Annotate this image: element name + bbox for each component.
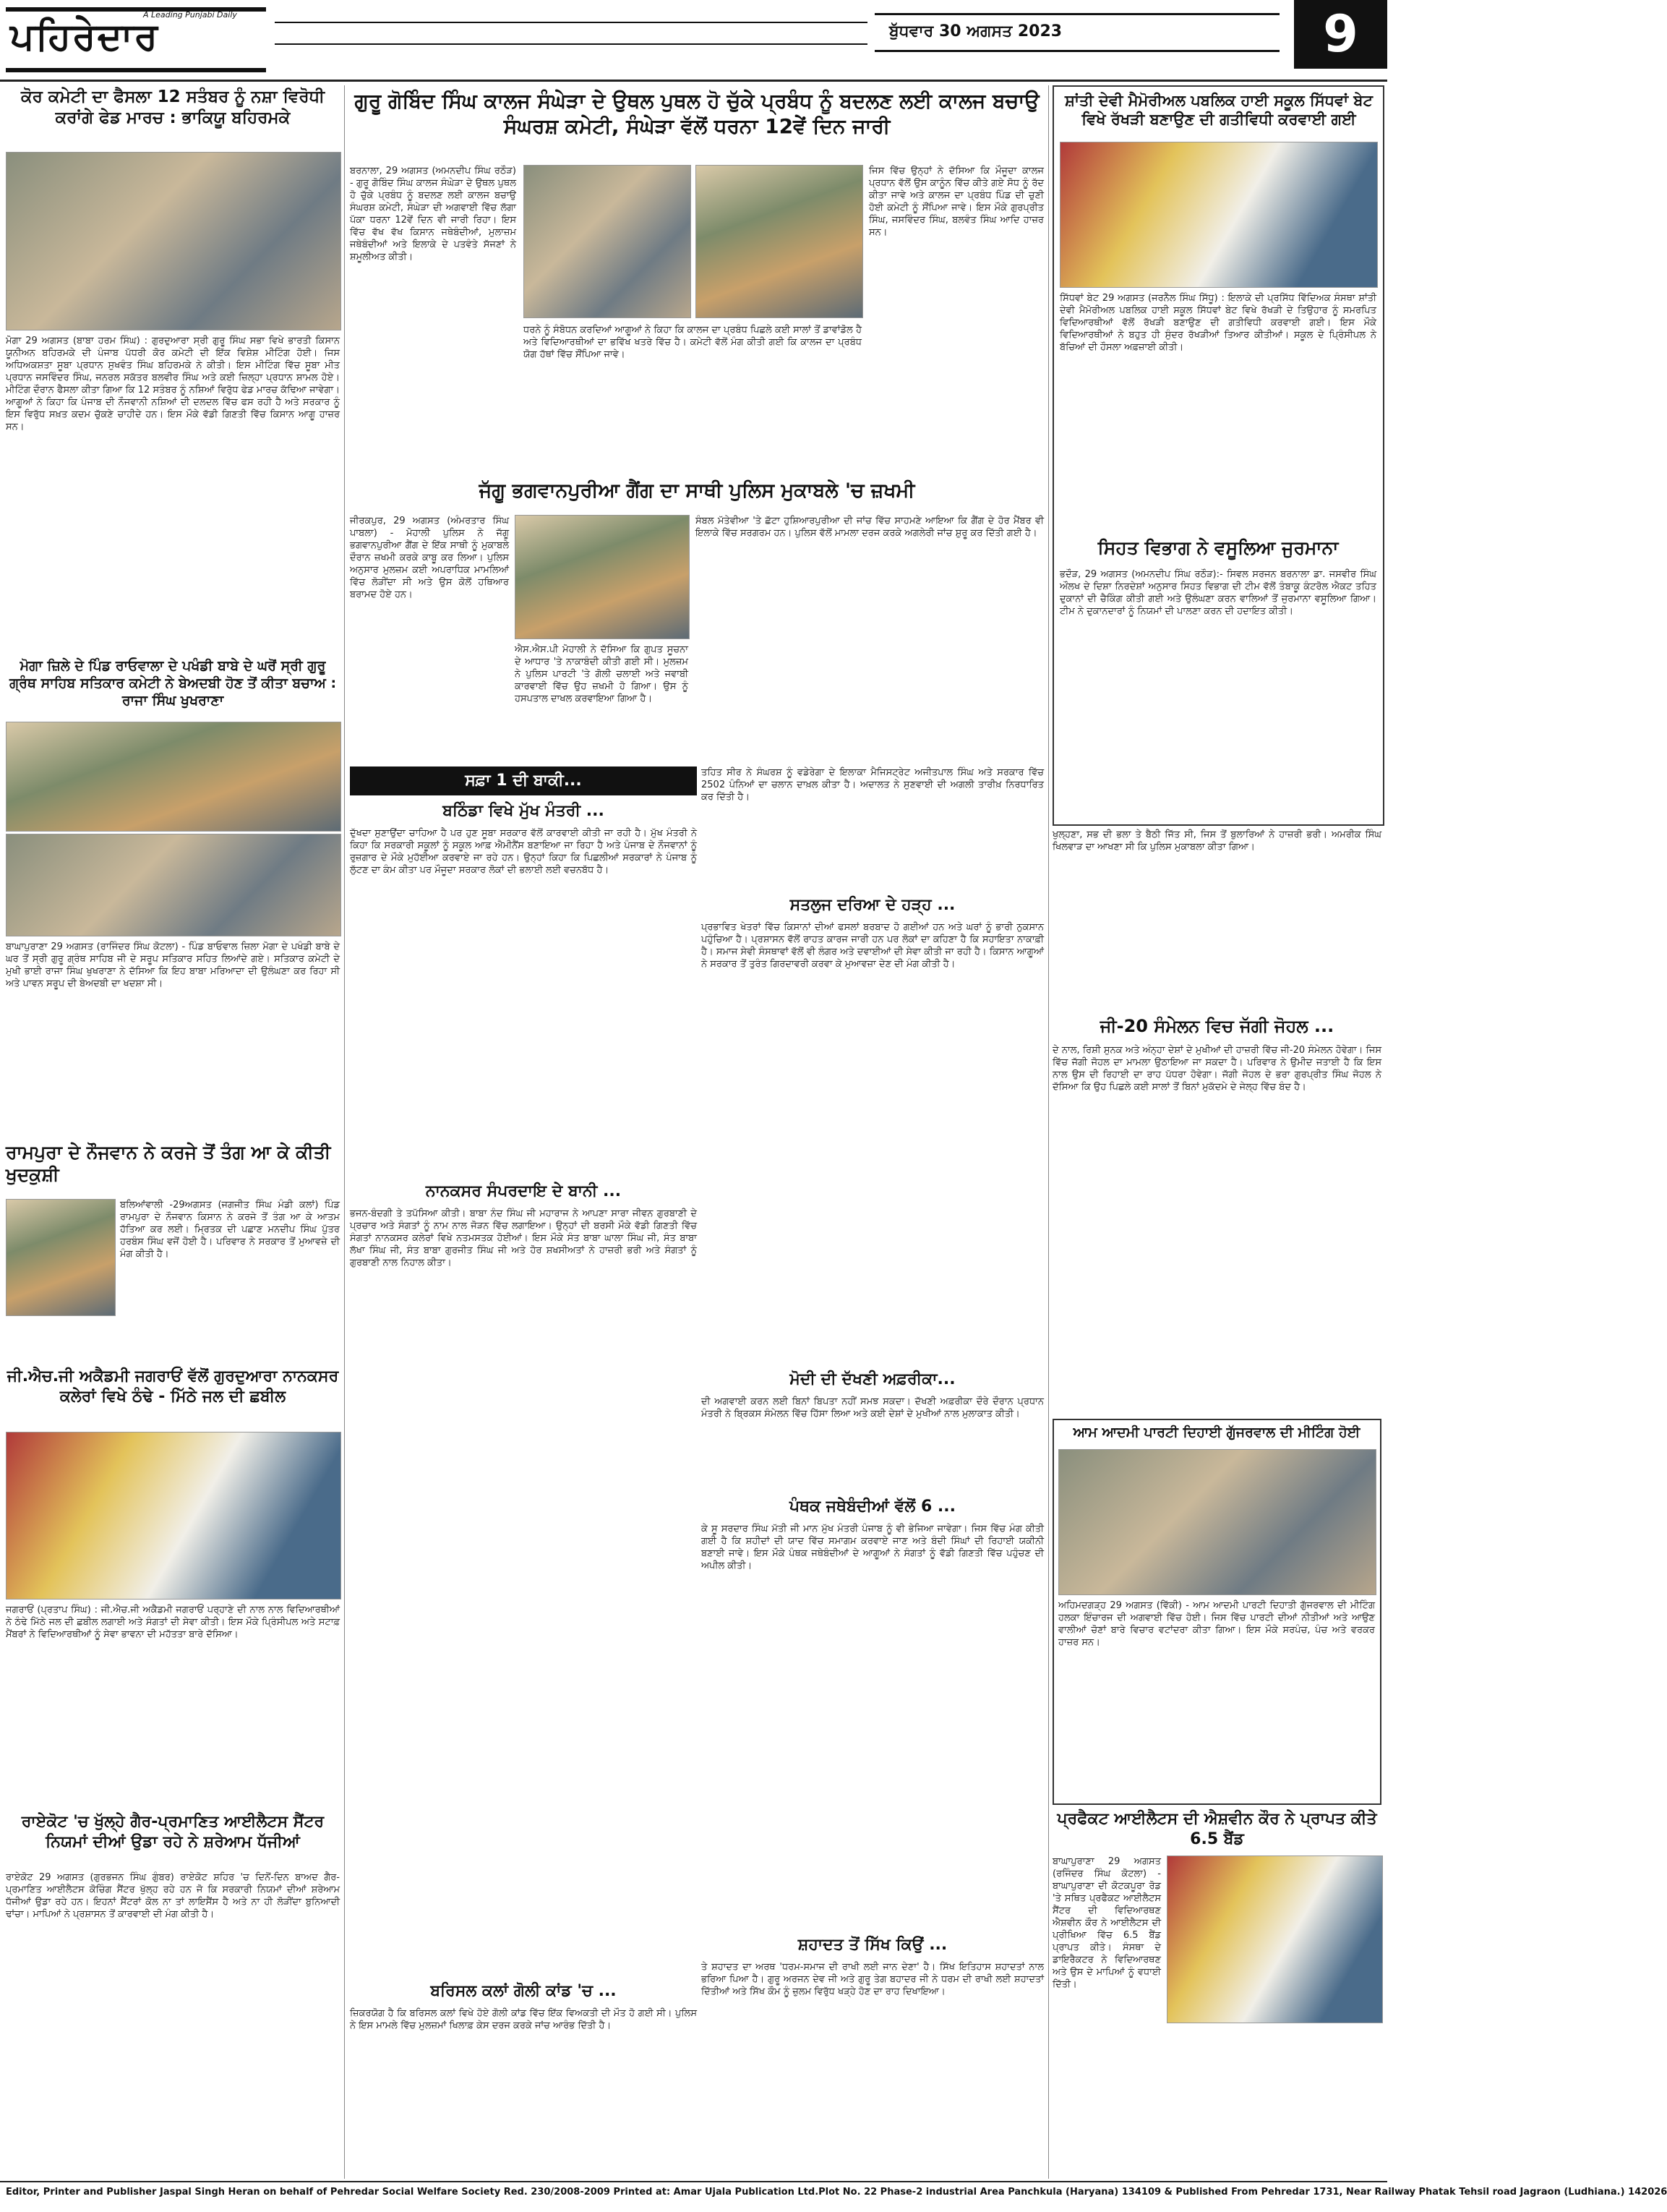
article-satkar-committee: ਬਾਘਾਪੁਰਾਣਾ 29 ਅਗਸਤ (ਰਾਜਿੰਦਰ ਸਿੰਘ ਕੋਟਲਾ) - ਪਿੰਡ ਬਾਓਵਾਲ ਜ਼ਿਲਾ ਮੋਗਾ ਦੇ ਪਖੰਡੀ ਬਾਬੇ ਦੇ ਘਰ ਤੋਂ ਸ੍ਰੀ ਗੁਰੂ ਗ੍ਰੰਥ ਸਾਹਿਬ ਜੀ ਦੇ ਸਰੂਪ ਸਤਿਕਾਰ ਸਹਿਤ ਲਿਆਂਦੇ ਗਏ। ਸਤਿਕਾਰ ਕਮੇਟੀ ਦੇ ਮੁਖੀ ਭਾਈ ਰਾਜਾ ਸਿੰਘ ਖੁਖਰਾਣਾ ਨੇ ਦੱਸਿਆ ਕਿ ਇਹ ਬਾਬਾ ਮਰਿਆਦਾ ਦੀ ਉਲੰਘਣਾ ਕਰ ਰਿਹਾ ਸੀ ਅਤੇ ਪਾਵਨ ਸਰੂਪ ਦੀ ਬੇਅਦਬੀ ਦਾ ਖਦਸ਼ਾ ਸੀ। (6, 941, 340, 989)
photo-deceased-youth (6, 1199, 116, 1316)
headline-satluj-flood: ਸਤਲੁਜ ਦਰਿਆ ਦੇ ਹੜ੍ਹ ... (789, 896, 956, 914)
footer-rule (0, 2181, 1387, 2182)
photo-chhabil (6, 1432, 341, 1600)
article-modi-africa: ਦੀ ਅਗਵਾਈ ਕਰਨ ਲਈ ਬਿਨਾਂ ਬਿਪਤਾ ਨਹੀਂ ਸਮਝ ਸਕਦਾ। ਦੱਖਣੀ ਅਫ਼ਰੀਕਾ ਦੌਰੇ ਦੌਰਾਨ ਪ੍ਰਧਾਨ ਮੰਤਰੀ ਨੇ ਬ੍ਰਿਕਸ ਸੰਮੇਲਨ ਵਿੱਚ ਹਿੱਸਾ ਲਿਆ ਅਤੇ ਕਈ ਦੇਸ਼ਾਂ ਦੇ ਮੁਖੀਆਂ ਨਾਲ ਮੁਲਾਕਾਤ ਕੀਤੀ। (701, 1396, 1044, 1419)
article-rampura-suicide: ਬਲਿਆਂਵਾਲੀ -29ਅਗਸਤ (ਜਗਜੀਤ ਸਿੰਘ ਮੰਡੀ ਕਲਾਂ) ਪਿੰਡ ਰਾਮਪੁਰਾ ਦੇ ਨੌਜਵਾਨ ਕਿਸਾਨ ਨੇ ਕਰਜੇ ਤੋਂ ਤੰਗ ਆ ਕੇ ਆਤਮ ਹੱਤਿਆ ਕਰ ਲਈ। ਮ੍ਰਿਤਕ ਦੀ ਪਛਾਣ ਮਨਦੀਪ ਸਿੰਘ ਪੁੱਤਰ ਹਰਬੰਸ ਸਿੰਘ ਵਜੋਂ ਹੋਈ ਹੈ। ਪਰਿਵਾਰ ਨੇ ਸਰਕਾਰ ਤੋਂ ਮੁਆਵਜ਼ੇ ਦੀ ਮੰਗ ਕੀਤੀ ਹੈ। (120, 1200, 340, 1260)
article-gang-3: ਸੰਬਲ ਮੱਤੇਵੀਆ 'ਤੇ ਛੱਟਾ ਹੁਸ਼ਿਆਰਪੁਰੀਆ ਦੀ ਜਾਂਚ ਵਿੱਚ ਸਾਹਮਣੇ ਆਇਆ ਕਿ ਗੈਂਗ ਦੇ ਹੋਰ ਮੈਂਬਰ ਵੀ ਇਲਾਕੇ ਵਿੱਚ ਸਰਗਰਮ ਹਨ। ਪੁਲਿਸ ਵੱਲੋਂ ਮਾਮਲਾ ਦਰਜ ਕਰਕੇ ਅਗਲੇਰੀ ਜਾਂਚ ਸ਼ੁਰੂ ਕਰ ਦਿੱਤੀ ਗਈ ਹੈ। (695, 516, 1044, 539)
gang-story (350, 479, 1044, 762)
photo-rakhi-students (1060, 142, 1378, 288)
mid-right-column (701, 766, 1044, 2177)
photo-encounter (515, 515, 690, 639)
article-core-committee: ਮੋਗਾ 29 ਅਗਸਤ (ਬਾਬਾ ਹਰਮ ਸਿੰਘ) : ਗੁਰਦੁਆਰਾ ਸ੍ਰੀ ਗੁਰੂ ਸਿੰਘ ਸਭਾ ਵਿਖੇ ਭਾਰਤੀ ਕਿਸਾਨ ਯੂਨੀਅਨ ਬਹਿਰਮਕੇ ਦੀ ਪੰਜਾਬ ਪੱਧਰੀ ਕੋਰ ਕਮੇਟੀ ਦੀ ਇੱਕ ਵਿਸ਼ੇਸ਼ ਮੀਟਿੰਗ ਹੋਈ। ਜਿਸ ਅਧਿਅਕਸ਼ਤਾ ਸੂਬਾ ਪ੍ਰਧਾਨ ਸੁਖਵੰਤ ਸਿੰਘ ਬਹਿਰਮਕੇ ਨੇ ਕੀਤੀ। ਇਸ ਮੀਟਿੰਗ ਵਿੱਚ ਸੂਬਾ ਮੀਤ ਪ੍ਰਧਾਨ ਜਸਵਿੰਦਰ ਸਿੰਘ, ਜਨਰਲ ਸਕੱਤਰ ਬਲਵੀਰ ਸਿੰਘ ਅਤੇ ਕਈ ਜ਼ਿਲ੍ਹਾ ਪ੍ਰਧਾਨ ਸ਼ਾਮਲ ਹੋਏ। ਮੀਟਿੰਗ ਦੌਰਾਨ ਫੈਸਲਾ ਕੀਤਾ ਗਿਆ ਕਿ 12 ਸਤੰਬਰ ਨੂੰ ਨਸ਼ਿਆਂ ਵਿਰੁੱਧ ਫੇਡ ਮਾਰਚ ਕੱਢਿਆ ਜਾਵੇਗਾ। ਆਗੂਆਂ ਨੇ ਕਿਹਾ ਕਿ ਪੰਜਾਬ ਦੀ ਨੌਜਵਾਨੀ ਨਸ਼ਿਆਂ ਦੀ ਦਲਦਲ ਵਿੱਚ ਫਸ ਰਹੀ ਹੈ ਅਤੇ ਸਰਕਾਰ ਨੂੰ ਇਸ ਵਿਰੁੱਧ ਸਖ਼ਤ ਕਦਮ ਚੁੱਕਣੇ ਚਾਹੀਦੇ ਹਨ। ਇਸ ਮੌਕੇ ਵੱਡੀ ਗਿਣਤੀ ਵਿੱਚ ਕਿਸਾਨ ਆਗੂ ਹਾਜ਼ਰ ਸਨ। (6, 336, 340, 432)
masthead-rule (0, 80, 1387, 82)
date-label: ਬੁੱਧਵਾਰ 30 ਅਗਸਤ 2023 (889, 22, 1063, 40)
article-rakhi-activity: ਸਿੱਧਵਾਂ ਬੇਟ 29 ਅਗਸਤ (ਜਰਨੈਲ ਸਿੰਘ ਸਿੱਧੂ) : ਇਲਾਕੇ ਦੀ ਪ੍ਰਸਿੱਧ ਵਿੱਦਿਅਕ ਸੰਸਥਾ ਸ਼ਾਂਤੀ ਦੇਵੀ ਮੈਮੋਰੀਅਲ ਪਬਲਿਕ ਹਾਈ ਸਕੂਲ ਸਿੱਧਵਾਂ ਬੇਟ ਵਿਖੇ ਰੱਖੜੀ ਦੇ ਤਿਉਹਾਰ ਨੂੰ ਸਮਰਪਿਤ ਵਿਦਿਆਰਥੀਆਂ ਵੱਲੋਂ ਰੱਖੜੀ ਬਣਾਉਣ ਦੀ ਗਤੀਵਿਧੀ ਕਰਵਾਈ ਗਈ। ਇਸ ਮੌਕੇ ਵਿਦਿਆਰਥੀਆਂ ਨੇ ਬਹੁਤ ਹੀ ਸੁੰਦਰ ਰੱਖੜੀਆਂ ਤਿਆਰ ਕੀਤੀਆਂ। ਸਕੂਲ ਦੇ ਪ੍ਰਿੰਸੀਪਲ ਨੇ ਬੱਚਿਆਂ ਦੀ ਹੌਸਲਾ ਅਫ਼ਜ਼ਾਈ ਕੀਤੀ। (1060, 293, 1376, 353)
headline-panthak: ਪੰਥਕ ਜਥੇਬੰਦੀਆਂ ਵੱਲੋਂ 6 ... (789, 1498, 956, 1516)
article-ghg-academy: ਜਗਰਾਓਂ (ਪ੍ਰਤਾਪ ਸਿੰਘ) : ਜੀ.ਐਚ.ਜੀ ਅਕੈਡਮੀ ਜਗਰਾਓਂ ਪਰ੍ਹਾਣੇ ਦੀ ਨਾਲ ਨਾਲ ਵਿਦਿਆਰਥੀਆਂ ਨੇ ਠੰਢੇ ਮਿੱਠੇ ਜਲ ਦੀ ਛਬੀਲ ਲਗਾਈ ਅਤੇ ਸੰਗਤਾਂ ਦੀ ਸੇਵਾ ਕੀਤੀ। ਇਸ ਮੌਕੇ ਪ੍ਰਿੰਸੀਪਲ ਅਤੇ ਸਟਾਫ਼ ਮੈਂਬਰਾਂ ਨੇ ਵਿਦਿਆਰਥੀਆਂ ਨੂੰ ਸੇਵਾ ਭਾਵਨਾ ਦੀ ਮਹੱਤਤਾ ਬਾਰੇ ਦੱਸਿਆ। (6, 1605, 340, 1640)
headline-raikot-ielts: ਰਾਏਕੋਟ 'ਚ ਖੁੱਲ੍ਹੇ ਗੈਰ-ਪ੍ਰਮਾਣਿਤ ਆਈਲੈਟਸ ਸੈਂਟਰ ਨਿਯਮਾਂ ਦੀਆਂ ਉਡਾ ਰਹੇ ਨੇ ਸ਼ਰੇਆਮ ਧੱਜੀਆਂ (21, 1813, 325, 1851)
headline-perfect-ielts: ਪ੍ਰਫੈਕਟ ਆਈਲੈਟਸ ਦੀ ਐਸ਼ਵੀਨ ਕੌਰ ਨੇ ਪ੍ਰਾਪਤ ਕੀਤੇ 6.5 ਬੈਂਡ (1057, 1810, 1377, 1848)
article-g20-top: ਖੁਲ੍ਹਣਾ, ਸਭ ਦੀ ਭਲਾ ਤੇ ਬੈਠੀ ਜਿੱਤ ਸੀ, ਜਿਸ ਤੋਂ ਬੁਲਾਰਿਆਂ ਨੇ ਹਾਜ਼ਰੀ ਭਰੀ। ਅਮਰੀਕ ਸਿੰਘ ਖਿਲਵਾੜ ਦਾ ਆਖਣਾ ਸੀ ਕਿ ਪੁਲਿਸ ਮੁਕਾਬਲਾ ਕੀਤਾ ਗਿਆ। (1053, 829, 1381, 853)
headline-rampura-suicide: ਰਾਮਪੁਰਾ ਦੇ ਨੌਜਵਾਨ ਨੇ ਕਰਜੇ ਤੋਂ ਤੰਗ ਆ ਕੇ ਕੀਤੀ ਖੁਦਕੁਸ਼ੀ (6, 1142, 331, 1186)
article-aap-meeting: ਅਹਿਮਦਗੜ੍ਹ 29 ਅਗਸਤ (ਵਿੱਕੀ) - ਆਮ ਆਦਮੀ ਪਾਰਟੀ ਦਿਹਾਤੀ ਗੁੱਜਰਵਾਲ ਦੀ ਮੀਟਿੰਗ ਹਲਕਾ ਇੰਚਾਰਜ ਦੀ ਅਗਵਾਈ ਵਿੱਚ ਹੋਈ। ਜਿਸ ਵਿੱਚ ਪਾਰਟੀ ਦੀਆਂ ਨੀਤੀਆਂ ਅਤੇ ਆਉਣ ਵਾਲੀਆਂ ਚੋਣਾਂ ਬਾਰੇ ਵਿਚਾਰ ਵਟਾਂਦਰਾ ਕੀਤਾ ਗਿਆ। ਇਸ ਮੌਕੇ ਸਰਪੰਚ, ਪੰਚ ਅਤੇ ਵਰਕਰ ਹਾਜ਼ਰ ਸਨ। (1058, 1600, 1375, 1648)
article-g20-jaggi: ਦੇ ਨਾਲ, ਰਿਸ਼ੀ ਸੁਨਕ ਅਤੇ ਅੰਨ੍ਹਾ ਦੇਸ਼ਾਂ ਦੇ ਮੁਖੀਆਂ ਦੀ ਹਾਜ਼ਰੀ ਵਿੱਚ ਜੀ-20 ਸੰਮੇਲਨ ਹੋਵੇਗਾ। ਜਿਸ ਵਿੱਚ ਜੱਗੀ ਜੋਹਲ ਦਾ ਮਾਮਲਾ ਉਠਾਇਆ ਜਾ ਸਕਦਾ ਹੈ। ਪਰਿਵਾਰ ਨੇ ਉਮੀਦ ਜਤਾਈ ਹੈ ਕਿ ਇਸ ਨਾਲ ਉਸ ਦੀ ਰਿਹਾਈ ਦਾ ਰਾਹ ਪੱਧਰਾ ਹੋਵੇਗਾ। ਜੱਗੀ ਜੋਹਲ ਦੇ ਭਰਾ ਗੁਰਪ੍ਰੀਤ ਸਿੰਘ ਜੋਹਲ ਨੇ ਦੱਸਿਆ ਕਿ ਉਹ ਪਿਛਲੇ ਕਈ ਸਾਲਾਂ ਤੋਂ ਬਿਨਾਂ ਮੁਕੱਦਮੇ ਦੇ ਜੇਲ੍ਹ ਵਿੱਚ ਬੰਦ ਹੈ। (1053, 1045, 1381, 1093)
headline-gang-encounter: ਜੱਗੂ ਭਗਵਾਨਪੁਰੀਆ ਗੈਂਗ ਦਾ ਸਾਥੀ ਪੁਲਿਸ ਮੁਕਾਬਲੇ 'ਚ ਜ਼ਖਮੀ (479, 479, 915, 502)
left-column (6, 85, 340, 2179)
article-shahadat: ਤੇ ਸ਼ਹਾਦਤ ਦਾ ਅਰਥ 'ਧਰਮ-ਸਮਾਜ ਦੀ ਰਾਖੀ ਲਈ ਜਾਨ ਦੇਣਾ' ਹੈ। ਸਿੱਖ ਇਤਿਹਾਸ ਸ਼ਹਾਦਤਾਂ ਨਾਲ ਭਰਿਆ ਪਿਆ ਹੈ। ਗੁਰੂ ਅਰਜਨ ਦੇਵ ਜੀ ਅਤੇ ਗੁਰੂ ਤੇਗ ਬਹਾਦਰ ਜੀ ਨੇ ਧਰਮ ਦੀ ਰਾਖੀ ਲਈ ਸ਼ਹਾਦਤਾਂ ਦਿੱਤੀਆਂ ਅਤੇ ਸਿੱਖ ਕੌਮ ਨੂੰ ਜ਼ੁਲਮ ਵਿਰੁੱਧ ਖੜ੍ਹੇ ਹੋਣ ਦਾ ਰਾਹ ਦਿਖਾਇਆ। (701, 1962, 1044, 1997)
continued-bar: ਸਫ਼ਾ 1 ਦੀ ਬਾਕੀ... (350, 766, 697, 795)
article-gang-1: ਜੀਰਕਪੁਰ, 29 ਅਗਸਤ (ਅੰਮਰਤਾਰ ਸਿੰਘ ਪਾਬਲਾ) - ਮੋਹਾਲੀ ਪੁਲਿਸ ਨੇ ਜੱਗੂ ਭਗਵਾਨਪੁਰੀਆ ਗੈਂਗ ਦੇ ਇੱਕ ਸਾਥੀ ਨੂੰ ਮੁਕਾਬਲੇ ਦੌਰਾਨ ਜ਼ਖਮੀ ਕਰਕੇ ਕਾਬੂ ਕਰ ਲਿਆ। ਪੁਲਿਸ ਅਨੁਸਾਰ ਮੁਲਜ਼ਮ ਕਈ ਅਪਰਾਧਿਕ ਮਾਮਲਿਆਂ ਵਿੱਚ ਲੋੜੀਂਦਾ ਸੀ ਅਤੇ ਉਸ ਕੋਲੋਂ ਹਥਿਆਰ ਬਰਾਮਦ ਹੋਏ ਹਨ। (350, 516, 509, 600)
photo-kisan-meeting (6, 152, 341, 330)
brand-name: ਪਹਿਰੇਦਾਰ (10, 14, 159, 59)
article-nanaksar: ਭਜਨ-ਬੰਦਗੀ ਤੇ ਤਪੱਸਿਆ ਕੀਤੀ। ਬਾਬਾ ਨੰਦ ਸਿੰਘ ਜੀ ਮਹਾਰਾਜ ਨੇ ਆਪਣਾ ਸਾਰਾ ਜੀਵਨ ਗੁਰਬਾਣੀ ਦੇ ਪ੍ਰਚਾਰ ਅਤੇ ਸੰਗਤਾਂ ਨੂੰ ਨਾਮ ਨਾਲ ਜੋੜਨ ਵਿੱਚ ਲਗਾਇਆ। ਉਨ੍ਹਾਂ ਦੀ ਬਰਸੀ ਮੌਕੇ ਵੱਡੀ ਗਿਣਤੀ ਵਿੱਚ ਸੰਗਤਾਂ ਨਾਨਕਸਰ ਕਲੇਰਾਂ ਵਿਖੇ ਨਤਮਸਤਕ ਹੋਈਆਂ। ਇਸ ਮੌਕੇ ਸੰਤ ਬਾਬਾ ਘਾਲਾ ਸਿੰਘ ਜੀ, ਸੰਤ ਬਾਬਾ ਲੱਖਾ ਸਿੰਘ ਜੀ, ਸੰਤ ਬਾਬਾ ਗੁਰਜੀਤ ਸਿੰਘ ਜੀ ਅਤੇ ਹੋਰ ਸ਼ਖਸੀਅਤਾਂ ਨੇ ਹਾਜ਼ਰੀ ਭਰੀ ਅਤੇ ਸੰਗਤਾਂ ਨੂੰ ਗੁਰਬਾਣੀ ਨਾਲ ਨਿਹਾਲ ਕੀਤਾ। (350, 1208, 697, 1268)
aap-meeting-box (1053, 1419, 1381, 1805)
headline-ghg-academy: ਜੀ.ਐਚ.ਜੀ ਅਕੈਡਮੀ ਜਗਰਾਓਂ ਵੱਲੋਂ ਗੁਰਦੁਆਰਾ ਨਾਨਕਸਰ ਕਲੇਰਾਂ ਵਿਖੇ ਠੰਢੇ - ਮਿੱਠੇ ਜਲ ਦੀ ਛਬੀਲ (7, 1367, 339, 1406)
photo-dharna-2 (695, 165, 863, 318)
continued-section (350, 766, 697, 2177)
masthead-center-band (275, 22, 867, 45)
lead-story (350, 85, 1044, 476)
photo-aap-meeting (1058, 1449, 1376, 1595)
article-raikot-ielts: ਰਾਏਕੋਟ 29 ਅਗਸਤ (ਗੁਰਭਜਨ ਸਿੰਘ ਗੁੰਬਰ) ਰਾਏਕੋਟ ਸ਼ਹਿਰ 'ਚ ਦਿਨੋਂ-ਦਿਨ ਬਾਅਦ ਗੈਰ-ਪ੍ਰਮਾਣਿਤ ਆਈਲੈਟਸ ਕੋਚਿੰਗ ਸੈਂਟਰ ਖੁੱਲ੍ਹ ਰਹੇ ਹਨ ਜੋ ਕਿ ਸਰਕਾਰੀ ਨਿਯਮਾਂ ਦੀਆਂ ਸ਼ਰੇਆਮ ਧੱਜੀਆਂ ਉਡਾ ਰਹੇ ਹਨ। ਇਹਨਾਂ ਸੈਂਟਰਾਂ ਕੋਲ ਨਾ ਤਾਂ ਲਾਇਸੈਂਸ ਹੈ ਅਤੇ ਨਾ ਹੀ ਲੋੜੀਂਦਾ ਬੁਨਿਆਦੀ ਢਾਂਚਾ। ਮਾਪਿਆਂ ਨੇ ਪ੍ਰਸ਼ਾਸਨ ਤੋਂ ਕਾਰਵਾਈ ਦੀ ਮੰਗ ਕੀਤੀ ਹੈ। (6, 1872, 340, 1920)
photo-satkar-committee-2 (6, 834, 341, 936)
headline-nanaksar: ਨਾਨਕਸਰ ਸੰਪਰਦਾਇ ਦੇ ਬਾਨੀ ... (425, 1182, 622, 1200)
article-college-dharna-3: ਜਿਸ ਵਿੱਚ ਉਨ੍ਹਾਂ ਨੇ ਦੱਸਿਆ ਕਿ ਮੌਜੂਦਾ ਕਾਲਜ ਪ੍ਰਧਾਨ ਵੱਲੋਂ ਉਸ ਕਾਨੂੰਨ ਵਿੱਚ ਕੀਤੇ ਗਏ ਸੋਧ ਨੂੰ ਰੱਦ ਕੀਤਾ ਜਾਵੇ ਅਤੇ ਕਾਲਜ ਦਾ ਪ੍ਰਬੰਧ ਪਿੰਡ ਦੀ ਚੁਣੀ ਹੋਈ ਕਮੇਟੀ ਨੂੰ ਸੌਂਪਿਆ ਜਾਵੇ। ਇਸ ਮੌਕੇ ਗੁਰਪ੍ਰੀਤ ਸਿੰਘ, ਜਸਵਿੰਦਰ ਸਿੰਘ, ਬਲਵੰਤ ਸਿੰਘ ਆਦਿ ਹਾਜ਼ਰ ਸਨ। (869, 166, 1044, 238)
article-satluj-flood: ਪ੍ਰਭਾਵਿਤ ਖੇਤਰਾਂ ਵਿੱਚ ਕਿਸਾਨਾਂ ਦੀਆਂ ਫਸਲਾਂ ਬਰਬਾਦ ਹੋ ਗਈਆਂ ਹਨ ਅਤੇ ਘਰਾਂ ਨੂੰ ਭਾਰੀ ਨੁਕਸਾਨ ਪਹੁੰਚਿਆ ਹੈ। ਪ੍ਰਸ਼ਾਸਨ ਵੱਲੋਂ ਰਾਹਤ ਕਾਰਜ ਜਾਰੀ ਹਨ ਪਰ ਲੋਕਾਂ ਦਾ ਕਹਿਣਾ ਹੈ ਕਿ ਸਹਾਇਤਾ ਨਾਕਾਫ਼ੀ ਹੈ। ਸਮਾਜ ਸੇਵੀ ਸੰਸਥਾਵਾਂ ਵੱਲੋਂ ਵੀ ਲੰਗਰ ਅਤੇ ਦਵਾਈਆਂ ਦੀ ਸੇਵਾ ਕੀਤੀ ਜਾ ਰਹੀ ਹੈ। ਕਿਸਾਨ ਆਗੂਆਂ ਨੇ ਸਰਕਾਰ ਤੋਂ ਤੁਰੰਤ ਗਿਰਦਾਵਰੀ ਕਰਵਾ ਕੇ ਮੁਆਵਜ਼ਾ ਦੇਣ ਦੀ ਮੰਗ ਕੀਤੀ ਹੈ। (701, 922, 1044, 970)
brand-tagline: A Leading Punjabi Daily (143, 10, 237, 20)
headline-modi-africa: ਮੋਦੀ ਦੀ ਦੱਖਣੀ ਅਫ਼ਰੀਕਾ... (789, 1370, 956, 1388)
col-divider-2 (1048, 85, 1049, 2179)
headline-aap-meeting: ਆਮ ਆਦਮੀ ਪਾਰਟੀ ਦਿਹਾਈ ਗੁੱਜਰਵਾਲ ਦੀ ਮੀਟਿੰਗ ਹੋਈ (1073, 1425, 1360, 1440)
article-college-dharna-1: ਬਰਨਾਲਾ, 29 ਅਗਸਤ (ਅਮਨਦੀਪ ਸਿੰਘ ਰਠੌੜ) - ਗੁਰੂ ਗੋਬਿੰਦ ਸਿੰਘ ਕਾਲਜ ਸੰਘੇੜਾ ਦੇ ਉਥਲ ਪੁਥਲ ਹੋ ਚੁੱਕੇ ਪ੍ਰਬੰਧ ਨੂੰ ਬਦਲਣ ਲਈ ਕਾਲਜ ਬਚਾਉ ਸੰਘਰਸ਼ ਕਮੇਟੀ, ਸੰਘੇੜਾ ਦੀ ਅਗਵਾਈ ਵਿੱਚ ਲੱਗਾ ਪੱਕਾ ਧਰਨਾ 12ਵੇਂ ਦਿਨ ਵੀ ਜਾਰੀ ਰਿਹਾ। ਇਸ ਵਿੱਚ ਵੱਖ ਵੱਖ ਕਿਸਾਨ ਜਥੇਬੰਦੀਆਂ, ਮੁਲਾਜ਼ਮ ਜਥੇਬੰਦੀਆਂ ਅਤੇ ਇਲਾਕੇ ਦੇ ਪਤਵੰਤੇ ਸੱਜਣਾਂ ਨੇ ਸ਼ਮੂਲੀਅਤ ਕੀਤੀ। (350, 166, 516, 262)
headline-g20-jaggi: ਜੀ-20 ਸੰਮੇਲਨ ਵਿਚ ਜੱਗੀ ਜੋਹਲ ... (1100, 1016, 1334, 1036)
headline-college-dharna: ਗੁਰੂ ਗੋਬਿੰਦ ਸਿੰਘ ਕਾਲਜ ਸੰਘੇੜਾ ਦੇ ਉਥਲ ਪੁਥਲ ਹੋ ਚੁੱਕੇ ਪ੍ਰਬੰਧ ਨੂੰ ਬਦਲਣ ਲਈ ਕਾਲਜ ਬਚਾਉ ਸੰਘਰਸ਼ ਕਮੇਟੀ, ਸੰਘੇੜਾ ਵੱਲੋਂ ਧਰਨਾ 12ਵੇਂ ਦਿਨ ਜਾਰੀ (354, 89, 1040, 138)
headline-barisal-kalan: ਬਰਿਸਲ ਕਲਾਂ ਗੋਲੀ ਕਾਂਡ 'ਚ ... (430, 1982, 617, 2000)
col-divider-1 (344, 85, 345, 2179)
article-gang-2: ਐਸ.ਐਸ.ਪੀ ਮੋਹਾਲੀ ਨੇ ਦੱਸਿਆ ਕਿ ਗੁਪਤ ਸੂਚਨਾ ਦੇ ਆਧਾਰ 'ਤੇ ਨਾਕਾਬੰਦੀ ਕੀਤੀ ਗਈ ਸੀ। ਮੁਲਜ਼ਮ ਨੇ ਪੁਲਿਸ ਪਾਰਟੀ 'ਤੇ ਗੋਲੀ ਚਲਾਈ ਅਤੇ ਜਵਾਬੀ ਕਾਰਵਾਈ ਵਿੱਚ ਉਹ ਜ਼ਖਮੀ ਹੋ ਗਿਆ। ਉਸ ਨੂੰ ਹਸਪਤਾਲ ਦਾਖਲ ਕਰਵਾਇਆ ਗਿਆ ਹੈ। (515, 644, 688, 704)
headline-bathinda-cm: ਬਠਿੰਡਾ ਵਿਖੇ ਮੁੱਖ ਮੰਤਰੀ ... (442, 802, 604, 820)
page-number: 9 (1294, 0, 1387, 69)
article-perfect-ielts: ਬਾਘਾਪੁਰਾਣਾ 29 ਅਗਸਤ (ਰਜਿੰਦਰ ਸਿੰਘ ਕੋਟਲਾ) - ਬਾਘਾਪੁਰਾਣਾ ਦੀ ਕੋਟਕਪੂਰਾ ਰੋਡ 'ਤੇ ਸਥਿਤ ਪ੍ਰਫੈਕਟ ਆਈਲੈਟਸ ਸੈਂਟਰ ਦੀ ਵਿਦਿਆਰਥਣ ਐਸ਼ਵੀਨ ਕੌਰ ਨੇ ਆਈਲੈਟਸ ਦੀ ਪ੍ਰੀਖਿਆ ਵਿੱਚ 6.5 ਬੈਂਡ ਪ੍ਰਾਪਤ ਕੀਤੇ। ਸੰਸਥਾ ਦੇ ਡਾਇਰੈਕਟਰ ਨੇ ਵਿਦਿਆਰਥਣ ਅਤੇ ਉਸ ਦੇ ਮਾਪਿਆਂ ਨੂੰ ਵਧਾਈ ਦਿੱਤੀ। (1053, 1856, 1161, 1990)
headline-satkar-committee: ਮੋਗਾ ਜ਼ਿਲੇ ਦੇ ਪਿੰਡ ਰਾਓਵਾਲਾ ਦੇ ਪਖੰਡੀ ਬਾਬੇ ਦੇ ਘਰੋਂ ਸ੍ਰੀ ਗੁਰੂ ਗ੍ਰੰਥ ਸਾਹਿਬ ਸਤਿਕਾਰ ਕਮੇਟੀ ਨੇ ਬੇਅਦਬੀ ਹੋਣ ਤੋਂ ਕੀਤਾ ਬਚਾਅ : ਰਾਜਾ ਸਿੰਘ ਖੁਖਰਾਣਾ (9, 658, 337, 709)
article-health-fine: ਭਦੌੜ, 29 ਅਗਸਤ (ਅਮਨਦੀਪ ਸਿੰਘ ਰਠੌੜ):- ਸਿਵਲ ਸਰਜਨ ਬਰਨਾਲਾ ਡਾ. ਜਸਵੀਰ ਸਿੰਘ ਔਲਖ ਦੇ ਦਿਸ਼ਾ ਨਿਰਦੇਸ਼ਾਂ ਅਨੁਸਾਰ ਸਿਹਤ ਵਿਭਾਗ ਦੀ ਟੀਮ ਵੱਲੋਂ ਤੰਬਾਕੂ ਕੰਟਰੋਲ ਐਕਟ ਤਹਿਤ ਦੁਕਾਨਾਂ ਦੀ ਚੈਕਿੰਗ ਕੀਤੀ ਗਈ ਅਤੇ ਉਲੰਘਣਾ ਕਰਨ ਵਾਲਿਆਂ ਤੋਂ ਜੁਰਮਾਨਾ ਵਸੂਲਿਆ ਗਿਆ। ਟੀਮ ਨੇ ਦੁਕਾਨਦਾਰਾਂ ਨੂੰ ਨਿਯਮਾਂ ਦੀ ਪਾਲਣਾ ਕਰਨ ਦੀ ਹਦਾਇਤ ਕੀਤੀ। (1060, 569, 1376, 617)
headline-rakhi-activity: ਸ਼ਾਂਤੀ ਦੇਵੀ ਮੈਮੋਰੀਅਲ ਪਬਲਿਕ ਹਾਈ ਸਕੂਲ ਸਿੱਧਵਾਂ ਬੇਟ ਵਿਖੇ ਰੱਖੜੀ ਬਣਾਉਣ ਦੀ ਗਤੀਵਿਧੀ ਕਰਵਾਈ ਗਈ (1065, 92, 1373, 129)
photo-satkar-committee-1 (6, 722, 341, 832)
headline-core-committee: ਕੋਰ ਕਮੇਟੀ ਦਾ ਫੈਸਲਾ 12 ਸਤੰਬਰ ਨੂੰ ਨਸ਼ਾ ਵਿਰੋਧੀ ਕਰਾਂਗੇ ਫੇਡ ਮਾਰਚ : ਭਾਕਿਯੂ ਬਹਿਰਮਕੇ (20, 87, 325, 127)
masthead-logo (6, 7, 266, 72)
article-chalan: ਤਹਿਤ ਸੀਰ ਨੇ ਸੰਘਰਸ਼ ਨੂੰ ਵਡੇਰੇਗਾ ਦੇ ਇਲਾਕਾ ਮੈਜਿਸਟ੍ਰੇਟ ਅਜੀਤਪਾਲ ਸਿੰਘ ਅਤੇ ਸਰਕਾਰ ਵਿੱਚ 2502 ਪੰਨਿਆਂ ਦਾ ਚਲਾਨ ਦਾਖ਼ਲ ਕੀਤਾ ਹੈ। ਅਦਾਲਤ ਨੇ ਸੁਣਵਾਈ ਦੀ ਅਗਲੀ ਤਾਰੀਖ਼ ਨਿਰਧਾਰਿਤ ਕਰ ਦਿੱਤੀ ਹੈ। (701, 767, 1044, 803)
masthead (0, 0, 1387, 80)
article-bathinda-cm: ਦੁੱਖਦਾ ਸੁਣਾਉਂਦਾ ਚਾਹਿਆ ਹੈ ਪਰ ਹੁਣ ਸੂਬਾ ਸਰਕਾਰ ਵੱਲੋਂ ਕਾਰਵਾਈ ਕੀਤੀ ਜਾ ਰਹੀ ਹੈ। ਮੁੱਖ ਮੰਤਰੀ ਨੇ ਕਿਹਾ ਕਿ ਸਰਕਾਰੀ ਸਕੂਲਾਂ ਨੂੰ ਸਕੂਲ ਆਫ਼ ਐਮੀਨੈਂਸ ਬਣਾਇਆ ਜਾ ਰਿਹਾ ਹੈ ਅਤੇ ਪੰਜਾਬ ਦੇ ਨੌਜਵਾਨਾਂ ਨੂੰ ਰੁਜ਼ਗਾਰ ਦੇ ਮੌਕੇ ਮੁਹੱਈਆ ਕਰਵਾਏ ਜਾ ਰਹੇ ਹਨ। ਉਨ੍ਹਾਂ ਕਿਹਾ ਕਿ ਪਿਛਲੀਆਂ ਸਰਕਾਰਾਂ ਨੇ ਪੰਜਾਬ ਨੂੰ ਲੁੱਟਣ ਦਾ ਕੰਮ ਕੀਤਾ ਪਰ ਮੌਜੂਦਾ ਸਰਕਾਰ ਲੋਕਾਂ ਦੀ ਭਲਾਈ ਲਈ ਵਚਨਬੱਧ ਹੈ। (350, 828, 697, 876)
right-lower-column (1053, 829, 1381, 2177)
photo-dharna-1 (523, 165, 691, 318)
photo-ielts-student (1167, 1856, 1383, 2023)
article-college-dharna-2: ਧਰਨੇ ਨੂੰ ਸੰਬੋਧਨ ਕਰਦਿਆਂ ਆਗੂਆਂ ਨੇ ਕਿਹਾ ਕਿ ਕਾਲਜ ਦਾ ਪ੍ਰਬੰਧ ਪਿਛਲੇ ਕਈ ਸਾਲਾਂ ਤੋਂ ਡਾਵਾਂਡੋਲ ਹੈ ਅਤੇ ਵਿਦਿਆਰਥੀਆਂ ਦਾ ਭਵਿੱਖ ਖਤਰੇ ਵਿੱਚ ਹੈ। ਕਮੇਟੀ ਵੱਲੋਂ ਮੰਗ ਕੀਤੀ ਗਈ ਕਿ ਕਾਲਜ ਦਾ ਪ੍ਰਬੰਧ ਯੋਗ ਹੱਥਾਂ ਵਿੱਚ ਸੌਂਪਿਆ ਜਾਵੇ। (523, 325, 862, 360)
article-panthak: ਕੇ ਸੂ ਸਰਦਾਰ ਸਿੰਘ ਮੱਤੀ ਜੀ ਮਾਨ ਮੁੱਖ ਮੰਤਰੀ ਪੰਜਾਬ ਨੂੰ ਵੀ ਭੇਜਿਆ ਜਾਵੇਗਾ। ਜਿਸ ਵਿੱਚ ਮੰਗ ਕੀਤੀ ਗਈ ਹੈ ਕਿ ਸ਼ਹੀਦਾਂ ਦੀ ਯਾਦ ਵਿੱਚ ਸਮਾਗਮ ਕਰਵਾਏ ਜਾਣ ਅਤੇ ਬੰਦੀ ਸਿੰਘਾਂ ਦੀ ਰਿਹਾਈ ਯਕੀਨੀ ਬਣਾਈ ਜਾਵੇ। ਇਸ ਮੌਕੇ ਪੰਥਕ ਜਥੇਬੰਦੀਆਂ ਦੇ ਆਗੂਆਂ ਨੇ ਸੰਗਤਾਂ ਨੂੰ ਵੱਡੀ ਗਿਣਤੀ ਵਿੱਚ ਪਹੁੰਚਣ ਦੀ ਅਪੀਲ ਕੀਤੀ। (701, 1524, 1044, 1571)
article-barisal-kalan: ਜ਼ਿਕਰਯੋਗ ਹੈ ਕਿ ਬਰਿਸਲ ਕਲਾਂ ਵਿਖੇ ਹੋਏ ਗੋਲੀ ਕਾਂਡ ਵਿੱਚ ਇੱਕ ਵਿਅਕਤੀ ਦੀ ਮੌਤ ਹੋ ਗਈ ਸੀ। ਪੁਲਿਸ ਨੇ ਇਸ ਮਾਮਲੇ ਵਿੱਚ ਮੁਲਜ਼ਮਾਂ ਖਿਲਾਫ਼ ਕੇਸ ਦਰਜ ਕਰਕੇ ਜਾਂਚ ਆਰੰਭ ਦਿੱਤੀ ਹੈ। (350, 2008, 697, 2031)
right-top-box (1053, 85, 1384, 826)
headline-shahadat: ਸ਼ਹਾਦਤ ਤੋਂ ਸਿੱਖ ਕਿਉਂ ... (797, 1936, 948, 1954)
headline-health-fine: ਸਿਹਤ ਵਿਭਾਗ ਨੇ ਵਸੂਲਿਆ ਜੁਰਮਾਨਾ (1097, 537, 1339, 558)
footer-imprint: Editor, Printer and Publisher Jaspal Singh Heran on behalf of Pehredar Social Welfare Society Red. 230/2008-2009 Printed at: Amar Ujala Publication Ltd.Plot No. 22 Phase-2 industrial Area Panchkula (Haryana) 134109 & Published From Pehredar 1731, Near Railway Phatak Tehsil road Jagraon (Ludhiana.) 142026 (6, 2187, 1667, 2198)
date-box (875, 13, 1280, 52)
